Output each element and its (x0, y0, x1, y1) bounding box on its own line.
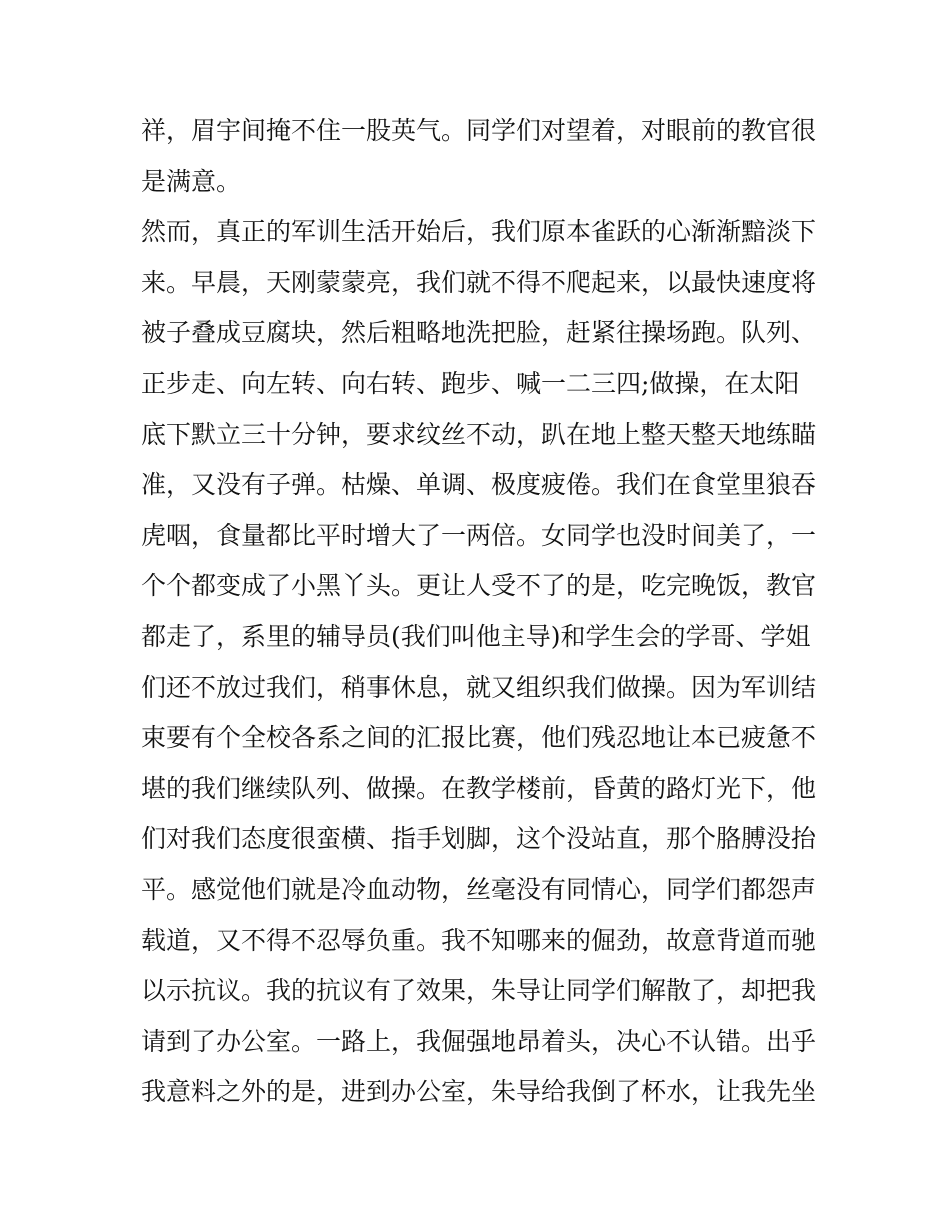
text-line: 束要有个全校各系之间的汇报比赛，他们残忍地让本已疲惫不 (141, 723, 817, 753)
text-line: 以示抗议。我的抗议有了效果，朱导让同学们解散了，却把我 (141, 976, 817, 1006)
text-line: 被子叠成豆腐块，然后粗略地洗把脸，赶紧往操场跑。队列、 (141, 318, 817, 348)
text-line: 来。早晨，天刚蒙蒙亮，我们就不得不爬起来，以最快速度将 (141, 267, 817, 297)
text-line: 我意料之外的是，进到办公室，朱导给我倒了杯水，让我先坐 (141, 1077, 817, 1107)
text-line: 平。感觉他们就是冷血动物，丝毫没有同情心，同学们都怨声 (141, 874, 817, 904)
text-line: 请到了办公室。一路上，我倔强地昂着头，决心不认错。出乎 (141, 1026, 817, 1056)
text-line: 然而，真正的军训生活开始后，我们原本雀跃的心渐渐黯淡下 (141, 217, 817, 247)
text-line: 虎咽，食量都比平时增大了一两倍。女同学也没时间美了，一 (141, 520, 817, 550)
text-line: 们还不放过我们，稍事休息，就又组织我们做操。因为军训结 (141, 672, 817, 702)
text-line: 正步走、向左转、向右转、跑步、喊一二三四;做操，在太阳 (141, 368, 800, 398)
text-line: 都走了，系里的辅导员(我们叫他主导)和学生会的学哥、学姐 (141, 621, 811, 651)
body-text (141, 106, 816, 1118)
text-line: 准，又没有子弹。枯燥、单调、极度疲倦。我们在食堂里狼吞 (141, 470, 817, 500)
text-line: 祥，眉宇间掩不住一股英气。同学们对望着，对眼前的教官很 (141, 116, 817, 145)
text-line: 个个都变成了小黑丫头。更让人受不了的是，吃完晚饭，教官 (141, 571, 817, 601)
text-line: 堪的我们继续队列、做操。在教学楼前，昏黄的路灯光下，他 (141, 773, 817, 803)
text-line: 是满意。 (141, 166, 242, 196)
text-line: 们对我们态度很蛮横、指手划脚，这个没站直，那个胳膊没抬 (141, 824, 817, 854)
text-line: 底下默立三十分钟，要求纹丝不动，趴在地上整天整天地练瞄 (141, 419, 817, 449)
text-line: 载道，又不得不忍辱负重。我不知哪来的倔劲，故意背道而驰 (141, 925, 817, 955)
